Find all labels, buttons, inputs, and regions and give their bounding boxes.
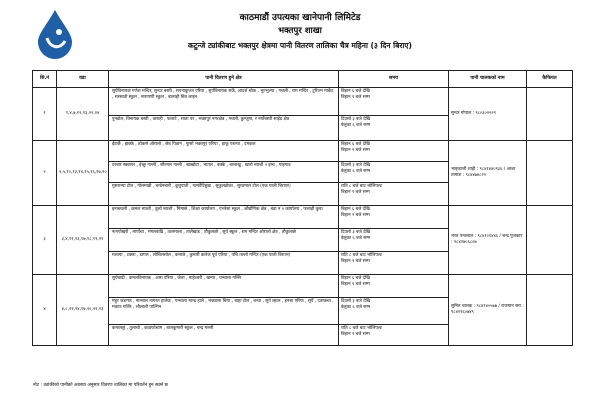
row-operator: सुन्दर गोपाल : ९८०३०२२२९ [449, 88, 527, 141]
table-row [33, 275, 573, 298]
row-area: सुर्यविनायक गणेश मन्दिर, सुन्दर बस्ती , सपनाकुञ्ज एरिया , सुर्यविनायक सर्के, आदर्श चोक , भुल्भुल्या , गचली , राम मन्दिर , टुरिज्म मार्केट , सरस्वती स्कुल , नारायणी स्कुल , बालाही चित्र लाइन [109, 88, 339, 116]
table-header-row [33, 71, 573, 88]
row-remarks [527, 141, 573, 206]
row-area: ईटाछैं , झक्के , ठोकसे ओरालो , छेत्र पिठान , फुसो भक्तपुर एरिया , हाकू परल्या , दमकल [109, 141, 339, 162]
table-row [33, 206, 573, 229]
row-remarks [527, 275, 573, 346]
col-header-sn: सि.नं [33, 71, 57, 88]
col-header-operator: पानी चालकको नाम [449, 71, 527, 88]
col-header-area: पानी वितरण हुने क्षेत्र [109, 71, 339, 88]
row-area: सुर्यबाढी , कमलविनायक , आरा एरिया , जेला , माहेश्वरी , खन्या , पन्चाला गल्लि [109, 275, 339, 298]
row-area: मुस्ताभ्या टोल , गोलमाढी , बन्डेनबारी , कुतुपाती , गल्फौटिछुक , सुकुलढोका , सुरतमाल टोल (एक पाली बिराएर) [109, 183, 339, 206]
row-time: बिहान ६ बजे देखि बिहान ९ बजे सम्म [339, 275, 449, 298]
row-time: बिहान ६ बजे देखि बिहान ९ बजे सम्म [339, 206, 449, 229]
row-time: बिहान ६ बजे देखि बिहान ९ बजे सम्म [339, 141, 449, 162]
row-operator: भाइकाजी शाही : ९८४१४४०९३६ / आशा तामाङ : ९८४४७४८२२ [449, 141, 527, 206]
row-remarks [527, 88, 573, 141]
row-sn: ४ [33, 275, 57, 346]
row-ward: ३,४,११,१३,१७,१८,१९,२१ [57, 206, 109, 275]
row-time: दिउसो ३ बजे देखि बेलुका ६ बजे सम्म [339, 298, 449, 325]
row-time: राति ८ बजे बाट भोलिपल्ट बिहान ९ बजे सम्म [339, 325, 449, 346]
row-operator: भरत पन्तलाल : ९८४१०९४४६ / चन्द्र पुजकार : ९८४१७०६८०७ [449, 206, 527, 275]
row-time: बिहान ६ बजे देखि बिहान ९ बजे सम्म [339, 88, 449, 116]
row-operator: सुनिल चालक : ९८४१४०५७७ / राजमान सरा : ९८४१९६०७४९ [449, 275, 527, 346]
col-header-ward: वडा [57, 71, 109, 88]
row-time: राति ८ बजे बाट भोलिपल्ट बिहान ९ बजे सम्म [339, 252, 449, 275]
row-area: कमालछुं , तुलाचो , काठफोचाम , बालकुमारी स्कुल , चन्द्र मल्ली [109, 325, 339, 346]
row-area: इनाचवली , कमल ब्याशी , ठूलो ब्याशी , मिमाछे , शिक्षा कार्यालय , एभरेस्ट स्कुल , औद्योगिक क्षेत्र , बडा न २ कार्यालय , फलाही कुवा [109, 206, 339, 229]
row-area: मलत्या , टक्ला , डागल , लोचिलसोल , कमाछे , कुमारी कलेज पूर्व एरिया , पचि तल्लो मन्दिर (एक पाली बिराएर) [109, 252, 339, 275]
col-header-time: समय [339, 71, 449, 88]
row-time: दिउसो ३ बजे देखि बेलुका ६ बजे सम्म [339, 229, 449, 252]
schedule-title: कटुन्जे ट्यांकीबाट भक्तपुर क्षेत्रमा पानी वितरण तालिका चैत्र महिना (३ दिन बिराए) [188, 41, 412, 50]
row-sn: २ [33, 141, 57, 206]
branch-name: भक्तपुर शाखा [278, 26, 322, 36]
row-area: दरबार स्क्वायर , ईच्छु गल्ली , सौल्मल गल्ली , खाखोटा , भातल , बक्के , बालाखु , खारो ब्याशी २ इन्च , गाइगाड [109, 162, 339, 183]
col-header-remarks: कैफियत [527, 71, 573, 88]
row-ward: ४,८,१२,१४,१७,२०,२२,२३ [57, 275, 109, 346]
row-area: महुर जङगल , नाम्चाल नागरत हालेक , पन्चाला मान्ड हाले , भक्ताला चिया , बाहा टोल , बन्था , सूर्य ल्हाल , इनचा एरिया , सूर्ये , दताकचा , मकाउ गल्लि , लौलाली पाल्गिन [109, 298, 339, 325]
row-time: दिउसो ३ बजे देखि बेलुका ६ बजे सम्म [339, 162, 449, 183]
row-time: दिउसो ३ बजे देखि बेलुका ६ बजे सम्म [339, 116, 449, 141]
row-area: नागपोखरी , मायाँचा , मंगलबाढि , तालमाला , तालेखाड , तौकुलाछे , सुर्य स्कुल , राम मन्दिर ओरालो क्षेत्र , तौकुलाछे [109, 229, 339, 252]
org-name: काठमाडौं उपत्यका खानेपानी लिमिटेड [239, 13, 361, 23]
table-row [33, 88, 573, 116]
water-schedule-table [32, 70, 573, 346]
row-ward: २,५,१०,१३,१४,१५,१६,१७,२० [57, 141, 109, 206]
footnote: नोट : ट्यांकीको पानीको अवस्था अनुसार वितरण तालिका मा परिवर्तन हुन सक्ने छ [33, 383, 168, 388]
row-sn: ३ [33, 206, 57, 275]
row-remarks [527, 206, 573, 275]
logo-text: खानेपानी [47, 53, 63, 58]
row-area: पुनडोल, विनायक बस्ती , वाराही , फलाटे , साता पर , भक्तपुर नगरक्षेत्र , गचली, कुन्जुना, र नयाँबस्ती साईड क्षेत्र [109, 116, 339, 141]
row-ward: १,४,७,१२,१३,२२,२४ [57, 88, 109, 141]
table-row [33, 141, 573, 162]
row-sn: १ [33, 88, 57, 141]
row-time: राति ८ बजे बाट भोलिपल्ट बिहान ९ बजे सम्म [339, 183, 449, 206]
